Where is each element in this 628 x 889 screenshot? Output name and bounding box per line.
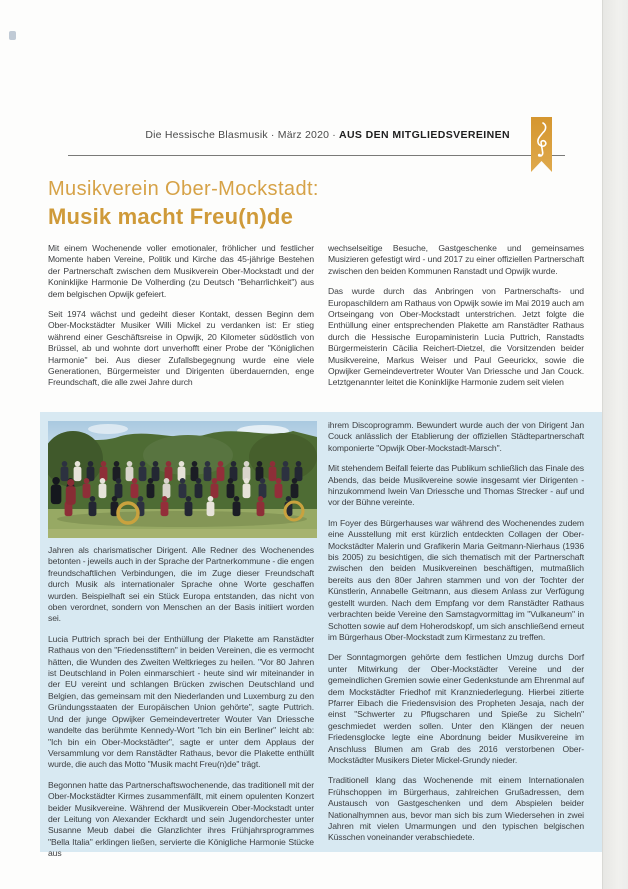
- article-paragraph: Im Foyer des Bürgerhauses war während des Wochenendes zudem eine Ausstellung mit erst kürzlich entdeckten Collagen der Ober-Mockstädter Malerin und Grafikerin Maria Geitmann-Nierhaus (1936 bis 2005) zu besichtigen, die sich thematisch mit der Partnerschaft zwischen den beiden Musikvereinen beschäftigen, mutmaßlich bereits aus den 80er Jahren stammen und von der Tochter der Künstlerin, Annabelle Geitmann, aus diesem Anlass zur Verfügung gestellt wurden. Nach dem Empfang vor dem Ranstädter Rathaus verbrachten beide Vereine den Samstagvormittag im "Vulkaneum" in Schotten sowie auf dem Hoherodskopf, um sich anschließend erneut im Bürgerhaus Ober-Mockstadt zum Kirmestanz zu treffen.: [328, 517, 584, 642]
- article-paragraph: Das wurde durch das Anbringen von Partnerschafts- und Europaschildern am Rathaus von Opwijk sowie im Mai 2019 auch am Ortseingang von Ober-Mockstadt unterstrichen. Jetzt folgte die Enthüllung einer entsprechenden Plakette am Ranstädter Rathaus durch die Hessische Europaministerin Lucia Puttrich, Ranstadts Bürgermeisterin Cäcilia Reichert-Dietzel, die Vorsitzenden beider Musikvereine, Markus Weiser und Paul Geeurickx, sowie die Opwijker Gemeindevertreter Wouter Van Driessche und Jan Couck. Letztgenannter leitet die Koninklijke Harmonie zudem seit vielen: [328, 286, 584, 388]
- article-paragraph: Mit stehendem Beifall feierte das Publikum schließlich das Finale des Abends, das beide Musikvereine sowie insgesamt vier Dirigenten - hinzukommend Iwein Van Driessche und Thomas Strecker - auf und vor der Bühne vereinte.: [328, 463, 584, 508]
- article-paragraph: Seit 1974 wächst und gedeiht dieser Kontakt, dessen Beginn dem Ober-Mockstädter Musiker Willi Mickel zu verdanken ist: Er stieg während einer Geschäftsreise in Opwijk, 20 Kilometer südöstlich von Brüssel, ab und wohnte dort unverhofft einer Probe der "Königlichen Harmonie" bei. Aus dieser Zufallsbegegnung wurde eine viele Generationen, Bürgermeister und Dirigenten überdauernden, enge Freundschaft, die alle zwei Jahre durch: [48, 309, 314, 388]
- article-paragraph: Begonnen hatte das Partnerschaftswochenende, das traditionell mit der Ober-Mockstädter Kirmes zusammenfällt, mit einem opulenten Konzert beider Musikvereine. Während der Musikverein Ober-Mockstadt unter der Leitung von Alexander Eckhardt und sein Jugendorchester unter Susanne Meub dabei die Glanzlichter ihres Frühjahrsprogrammes "Bella Italia" erklingen ließen, servierte die Königliche Harmonie Stücke aus: [48, 779, 314, 859]
- left-column-bottom: [48, 545, 314, 869]
- group-photo: [48, 421, 317, 538]
- group-photo-illustration: [48, 421, 317, 538]
- right-column-top: [328, 243, 584, 398]
- article-paragraph: Jahren als charismatischer Dirigent. Alle Redner des Wochenendes betonten - jeweils auch in der Sprache der Partnerkommune - die engen freundschaftlichen Verbindungen, die im Zuge dieser Freundschaft durch Musik als internationaler Sprache ohne Worte geschaffen wurden. Beispielhaft sei ein Stück Europa entstanden, das nicht von oben verordnet, sondern von Menschen an der Basis initiiert worden sei.: [48, 545, 314, 624]
- article-title-line2: Musik macht Freu(n)de: [48, 204, 294, 229]
- section-ribbon: [531, 117, 552, 172]
- masthead: [70, 129, 510, 141]
- masthead-issue-text: Die Hessische Blasmusik · März 2020 ·: [145, 129, 336, 141]
- article-paragraph: Der Sonntagmorgen gehörte dem festlichen Umzug durchs Dorf unter Mitwirkung der Ober-Mockstädter Vereine und der gemeindlichen Gremien sowie einer Gedenkstunde am Ehrenmal auf dem Mockstädter Friedhof mit Kranzniederlegung. Hierbei zitierte Pfarrer Eibach die Friedensvision des Propheten Jesaja, nach der einst "Schwerter zu Pflugscharen und Spieße zu Sicheln" geschmiedet werden sollen. Unter den Klängen der neuen Friedensglocke legte eine Abordnung beider Musikvereine im Anschluss Blumen am Grab des 2016 verstorbenen Ober-Mockstädter Musikers Dieter Mickel-Grundy nieder.: [328, 652, 584, 765]
- left-column-top: [48, 243, 314, 398]
- article-paragraph: Mit einem Wochenende voller emotionaler, fröhlicher und festlicher Momente haben Vereine, Politik und Kirche das 45-jährige Bestehen der Partnerschaft zwischen dem Musikverein Ober-Mockstadt und der Koninklijke Harmonie De Volherding (zu Deutsch "Beharrlichkeit") aus dem belgischen Opwijk gefeiert.: [48, 243, 314, 299]
- article-paragraph: Lucia Puttrich sprach bei der Enthüllung der Plakette am Ranstädter Rathaus von den "Friedensstiftern" in beiden Vereinen, die es vermocht hätten, die Wunden des Zweiten Weltkrieges zu heilen. "Vor 80 Jahren ist Deutschland in Polen einmarschiert - heute sind wir miteinander in der EU vereint und schlangen Brücken zwischen Deutschland und Belgien, das gemeinsam mit den Niederlanden und Luxemburg zu den Gründungsstaaten der Europäischen Union gehörte", sagte Puttrich. Und der junge Opwijker Gemeindevertreter Wouter Van Driessche wandelte das berühmte Kennedy-Wort "Ich bin ein Berliner" leicht ab: "Ich bin ein Ober-Mockstädter", sagte er unter dem Applaus der Versammlung vor dem Ranstädter Rathaus, bevor die Plakette enthüllt wurde, die auch das Motto "Musik macht Freu(n)de" trägt.: [48, 633, 314, 770]
- header-rule: [68, 155, 565, 156]
- scanner-page-edge: [602, 0, 628, 889]
- masthead-section-label: AUS DEN MITGLIEDSVEREINEN: [338, 129, 510, 141]
- article-paragraph: Traditionell klang das Wochenende mit einem Internationalen Frühschoppen im Bürgerhaus, zahlreichen Grußadressen, dem Austausch von Gastgeschenken und dem Abspielen beider Nationalhymnen aus, bevor man sich bis zum Wiedersehen in zwei Jahren mit vielen Umarmungen und den typischen belgischen Küsschen voneinander verabschiedete.: [328, 775, 584, 843]
- article-paragraph: ihrem Discoprogramm. Bewundert wurde auch der von Dirigent Jan Couck anlässlich der Etablierung der offiziellen Städtepartnerschaft komponierte "Opwijk Ober-Mockstadt-Marsch".: [328, 420, 584, 453]
- article-title: [48, 178, 319, 230]
- scan-artifact-dot: [9, 31, 16, 40]
- right-column-bottom: [328, 420, 584, 853]
- article-title-line1: Musikverein Ober-Mockstadt:: [48, 178, 319, 200]
- treble-clef-icon: [532, 121, 551, 163]
- article-paragraph: wechselseitige Besuche, Gastgeschenke und gemeinsames Musizieren gefestigt wird - und 2017 zu einer offiziellen Partnerschaft zwischen den beiden Kommunen Ranstadt und Opwijk wurde.: [328, 243, 584, 276]
